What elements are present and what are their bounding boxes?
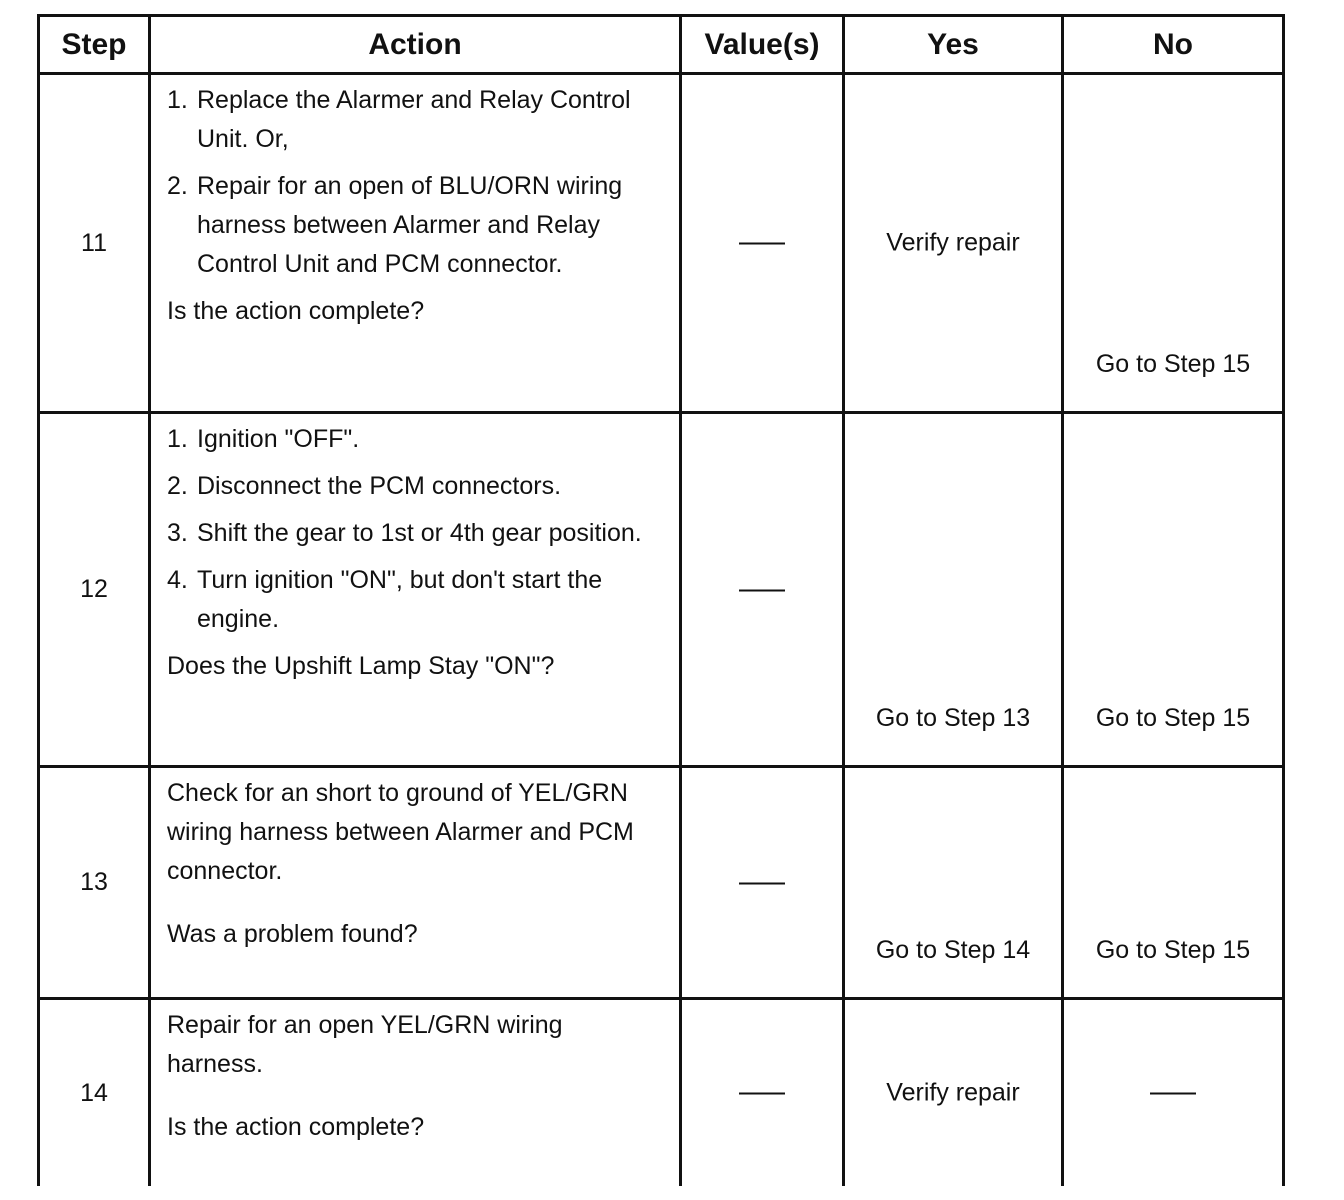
item-text: Repair for an open of BLU/ORN wiring harness between Alarmer and Relay Control Unit and PCM connector. bbox=[197, 172, 623, 278]
yes-result: Go to Step 14 bbox=[875, 936, 1031, 964]
yes-cell bbox=[844, 767, 1063, 999]
value-placeholder bbox=[739, 589, 785, 591]
action-cell bbox=[150, 413, 681, 767]
yes-result: Verify repair bbox=[886, 228, 1020, 257]
value-cell bbox=[681, 999, 844, 1187]
value-cell bbox=[681, 74, 844, 413]
action-cell bbox=[150, 767, 681, 999]
value-cell bbox=[681, 767, 844, 999]
step-number: 13 bbox=[39, 767, 150, 999]
header-no: No bbox=[1063, 16, 1284, 74]
action-question: Is the action complete? bbox=[167, 297, 425, 325]
action-text: Repair for an open YEL/GRN wiring harness. bbox=[167, 1011, 563, 1078]
no-cell bbox=[1063, 413, 1284, 767]
value-placeholder bbox=[739, 882, 785, 884]
action-text: Check for an short to ground of YEL/GRN wiring harness between Alarmer and PCM connector. bbox=[167, 779, 634, 885]
step-number: 14 bbox=[39, 999, 150, 1187]
header-step: Step bbox=[39, 16, 150, 74]
header-values: Value(s) bbox=[681, 16, 844, 74]
action-cell bbox=[150, 74, 681, 413]
value-cell bbox=[681, 413, 844, 767]
item-text: Ignition "OFF". bbox=[197, 425, 360, 453]
action-item bbox=[167, 420, 665, 459]
value-placeholder bbox=[739, 243, 785, 245]
action-cell bbox=[150, 999, 681, 1187]
table-row-step-11 bbox=[39, 74, 1284, 413]
header-yes: Yes bbox=[844, 16, 1063, 74]
action-list bbox=[167, 81, 665, 284]
table-row-step-12 bbox=[39, 413, 1284, 767]
no-result: Go to Step 15 bbox=[1095, 936, 1251, 964]
action-question: Is the action complete? bbox=[167, 1113, 425, 1141]
yes-cell bbox=[844, 413, 1063, 767]
action-question: Does the Upshift Lamp Stay "ON"? bbox=[167, 652, 555, 680]
action-question: Was a problem found? bbox=[167, 920, 418, 948]
no-cell bbox=[1063, 767, 1284, 999]
no-result: Go to Step 15 bbox=[1095, 350, 1251, 378]
item-number: 4. bbox=[167, 566, 188, 594]
action-item bbox=[167, 81, 665, 159]
no-result: Go to Step 15 bbox=[1095, 704, 1251, 732]
item-number: 1. bbox=[167, 86, 188, 114]
step-number: 11 bbox=[39, 74, 150, 413]
yes-result: Go to Step 13 bbox=[875, 704, 1031, 732]
no-cell bbox=[1063, 999, 1284, 1187]
yes-result: Verify repair bbox=[886, 1078, 1020, 1107]
item-text: Turn ignition "ON", but don't start the engine. bbox=[197, 566, 603, 633]
action-list bbox=[167, 420, 665, 639]
no-cell bbox=[1063, 74, 1284, 413]
item-number: 1. bbox=[167, 425, 188, 453]
action-item bbox=[167, 561, 665, 639]
item-text: Disconnect the PCM connectors. bbox=[197, 472, 562, 500]
table-row-step-13 bbox=[39, 767, 1284, 999]
header-action: Action bbox=[150, 16, 681, 74]
action-item bbox=[167, 467, 665, 506]
table-row-step-14 bbox=[39, 999, 1284, 1187]
value-placeholder bbox=[739, 1093, 785, 1095]
item-text: Shift the gear to 1st or 4th gear position. bbox=[197, 519, 642, 547]
item-number: 2. bbox=[167, 472, 188, 500]
action-item bbox=[167, 167, 665, 284]
item-number: 2. bbox=[167, 172, 188, 200]
yes-cell bbox=[844, 74, 1063, 413]
action-item bbox=[167, 514, 665, 553]
item-text: Replace the Alarmer and Relay Control Unit. Or, bbox=[197, 86, 631, 153]
item-number: 3. bbox=[167, 519, 188, 547]
no-placeholder bbox=[1150, 1093, 1196, 1095]
step-number: 12 bbox=[39, 413, 150, 767]
yes-cell bbox=[844, 999, 1063, 1187]
diagnostic-table bbox=[37, 14, 1285, 1186]
header-row bbox=[39, 16, 1284, 74]
